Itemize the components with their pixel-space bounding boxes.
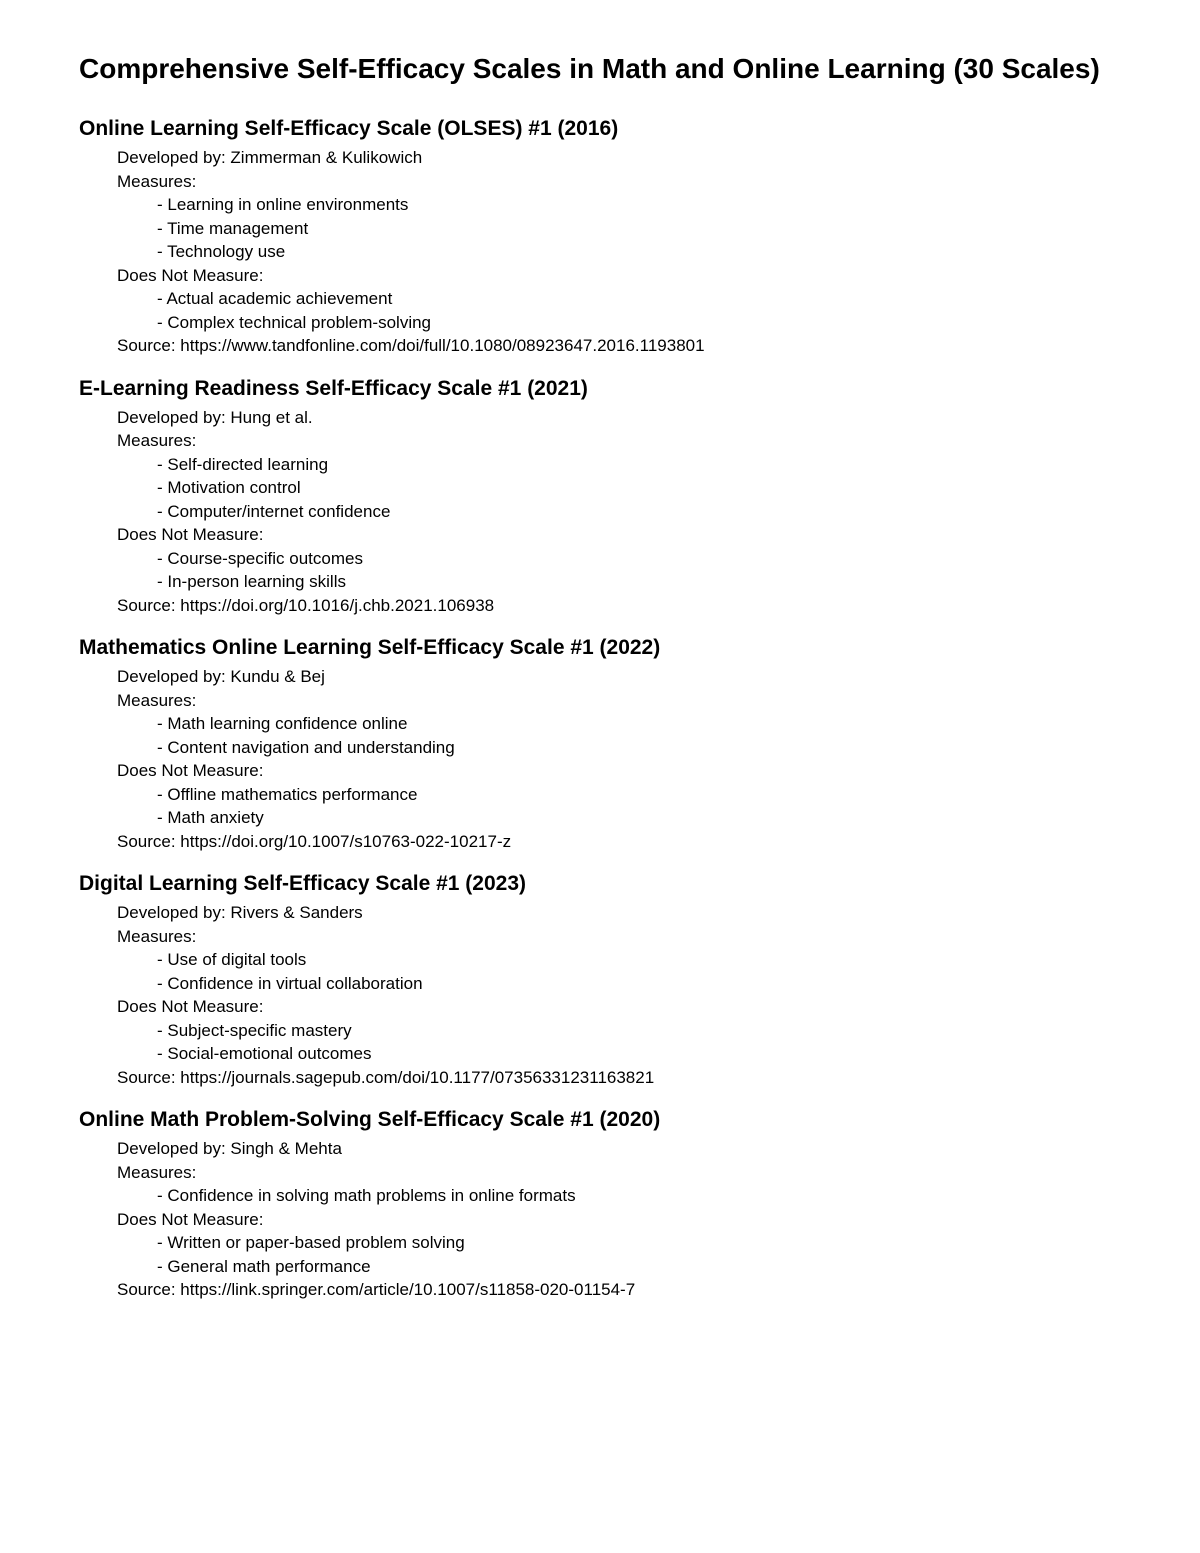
measures-item: - Content navigation and understanding (157, 737, 455, 757)
does-not-measure-item: - In-person learning skills (157, 572, 346, 591)
measures-item: - Motivation control (157, 478, 301, 497)
measures-item: - Computer/internet confidence (157, 501, 391, 521)
source-line: Source: https://doi.org/10.1016/j.chb.2021.106938 (117, 595, 495, 615)
does-not-measure-item: - Social-emotional outcomes (157, 1044, 372, 1063)
developed-by: Developed by: Rivers & Sanders (117, 903, 363, 922)
does-not-measure-item: - Actual academic achievement (157, 289, 393, 308)
does-not-measure-item: - Offline mathematics performance (157, 784, 418, 804)
scale-section (79, 115, 1200, 358)
measures-item: - Time management (157, 218, 309, 238)
measures-label: Measures: (117, 171, 197, 191)
measures-label: Measures: (117, 690, 197, 710)
scale-section (79, 870, 1200, 1089)
measures-label: Measures: (117, 926, 197, 946)
measures-label: Measures: (117, 1162, 197, 1182)
does-not-measure-item: - Written or paper-based problem solving (157, 1233, 465, 1252)
measures-label: Measures: (117, 431, 197, 450)
does-not-measure-item: - Course-specific outcomes (157, 548, 363, 568)
developed-by: Developed by: Zimmerman & Kulikowich (117, 148, 423, 167)
measures-item: - Technology use (157, 242, 286, 261)
scale-section (79, 634, 1200, 853)
does-not-measure-item: - Complex technical problem-solving (157, 312, 432, 332)
scale-section (79, 375, 1200, 618)
measures-item: - Confidence in solving math problems in online formats (157, 1186, 576, 1205)
does-not-measure-label: Does Not Measure: (117, 761, 264, 780)
measures-item: - Self-directed learning (157, 454, 329, 474)
developed-by: Developed by: Hung et al. (117, 407, 313, 427)
measures-item: - Confidence in virtual collaboration (157, 973, 423, 993)
developed-by: Developed by: Kundu & Bej (117, 667, 325, 686)
does-not-measure-label: Does Not Measure: (117, 1209, 264, 1229)
source-line: Source: https://link.springer.com/article/10.1007/s11858-020-01154-7 (117, 1280, 636, 1299)
measures-item: - Learning in online environments (157, 195, 409, 214)
measures-item: - Use of digital tools (157, 950, 307, 969)
page-title: Comprehensive Self-Efficacy Scales in Math and Online Learning (30 Scales) (79, 53, 1100, 84)
does-not-measure-item: - Subject-specific mastery (157, 1020, 352, 1040)
does-not-measure-label: Does Not Measure: (117, 997, 264, 1016)
source-line: Source: https://journals.sagepub.com/doi/10.1177/07356331231163821 (117, 1067, 655, 1087)
does-not-measure-label: Does Not Measure: (117, 525, 264, 544)
source-line: Source: https://doi.org/10.1007/s10763-022-10217-z (117, 831, 512, 851)
measures-item: - Math learning confidence online (157, 714, 408, 733)
scale-section (79, 1106, 1200, 1302)
developed-by: Developed by: Singh & Mehta (117, 1139, 342, 1158)
source-line: Source: https://www.tandfonline.com/doi/full/10.1080/08923647.2016.1193801 (117, 336, 705, 355)
section-heading: Mathematics Online Learning Self-Efficacy Scale #1 (2022) (79, 636, 661, 659)
scale-list (79, 115, 1200, 1319)
section-heading: Online Math Problem-Solving Self-Efficacy Scale #1 (2020) (79, 1108, 661, 1131)
does-not-measure-item: - General math performance (157, 1256, 371, 1276)
section-heading: Digital Learning Self-Efficacy Scale #1 (2023) (79, 872, 527, 895)
section-heading: E-Learning Readiness Self-Efficacy Scale #1 (2021) (79, 376, 588, 400)
section-heading: Online Learning Self-Efficacy Scale (OLSES) #1 (2016) (79, 117, 619, 140)
does-not-measure-item: - Math anxiety (157, 808, 264, 827)
does-not-measure-label: Does Not Measure: (117, 265, 264, 285)
